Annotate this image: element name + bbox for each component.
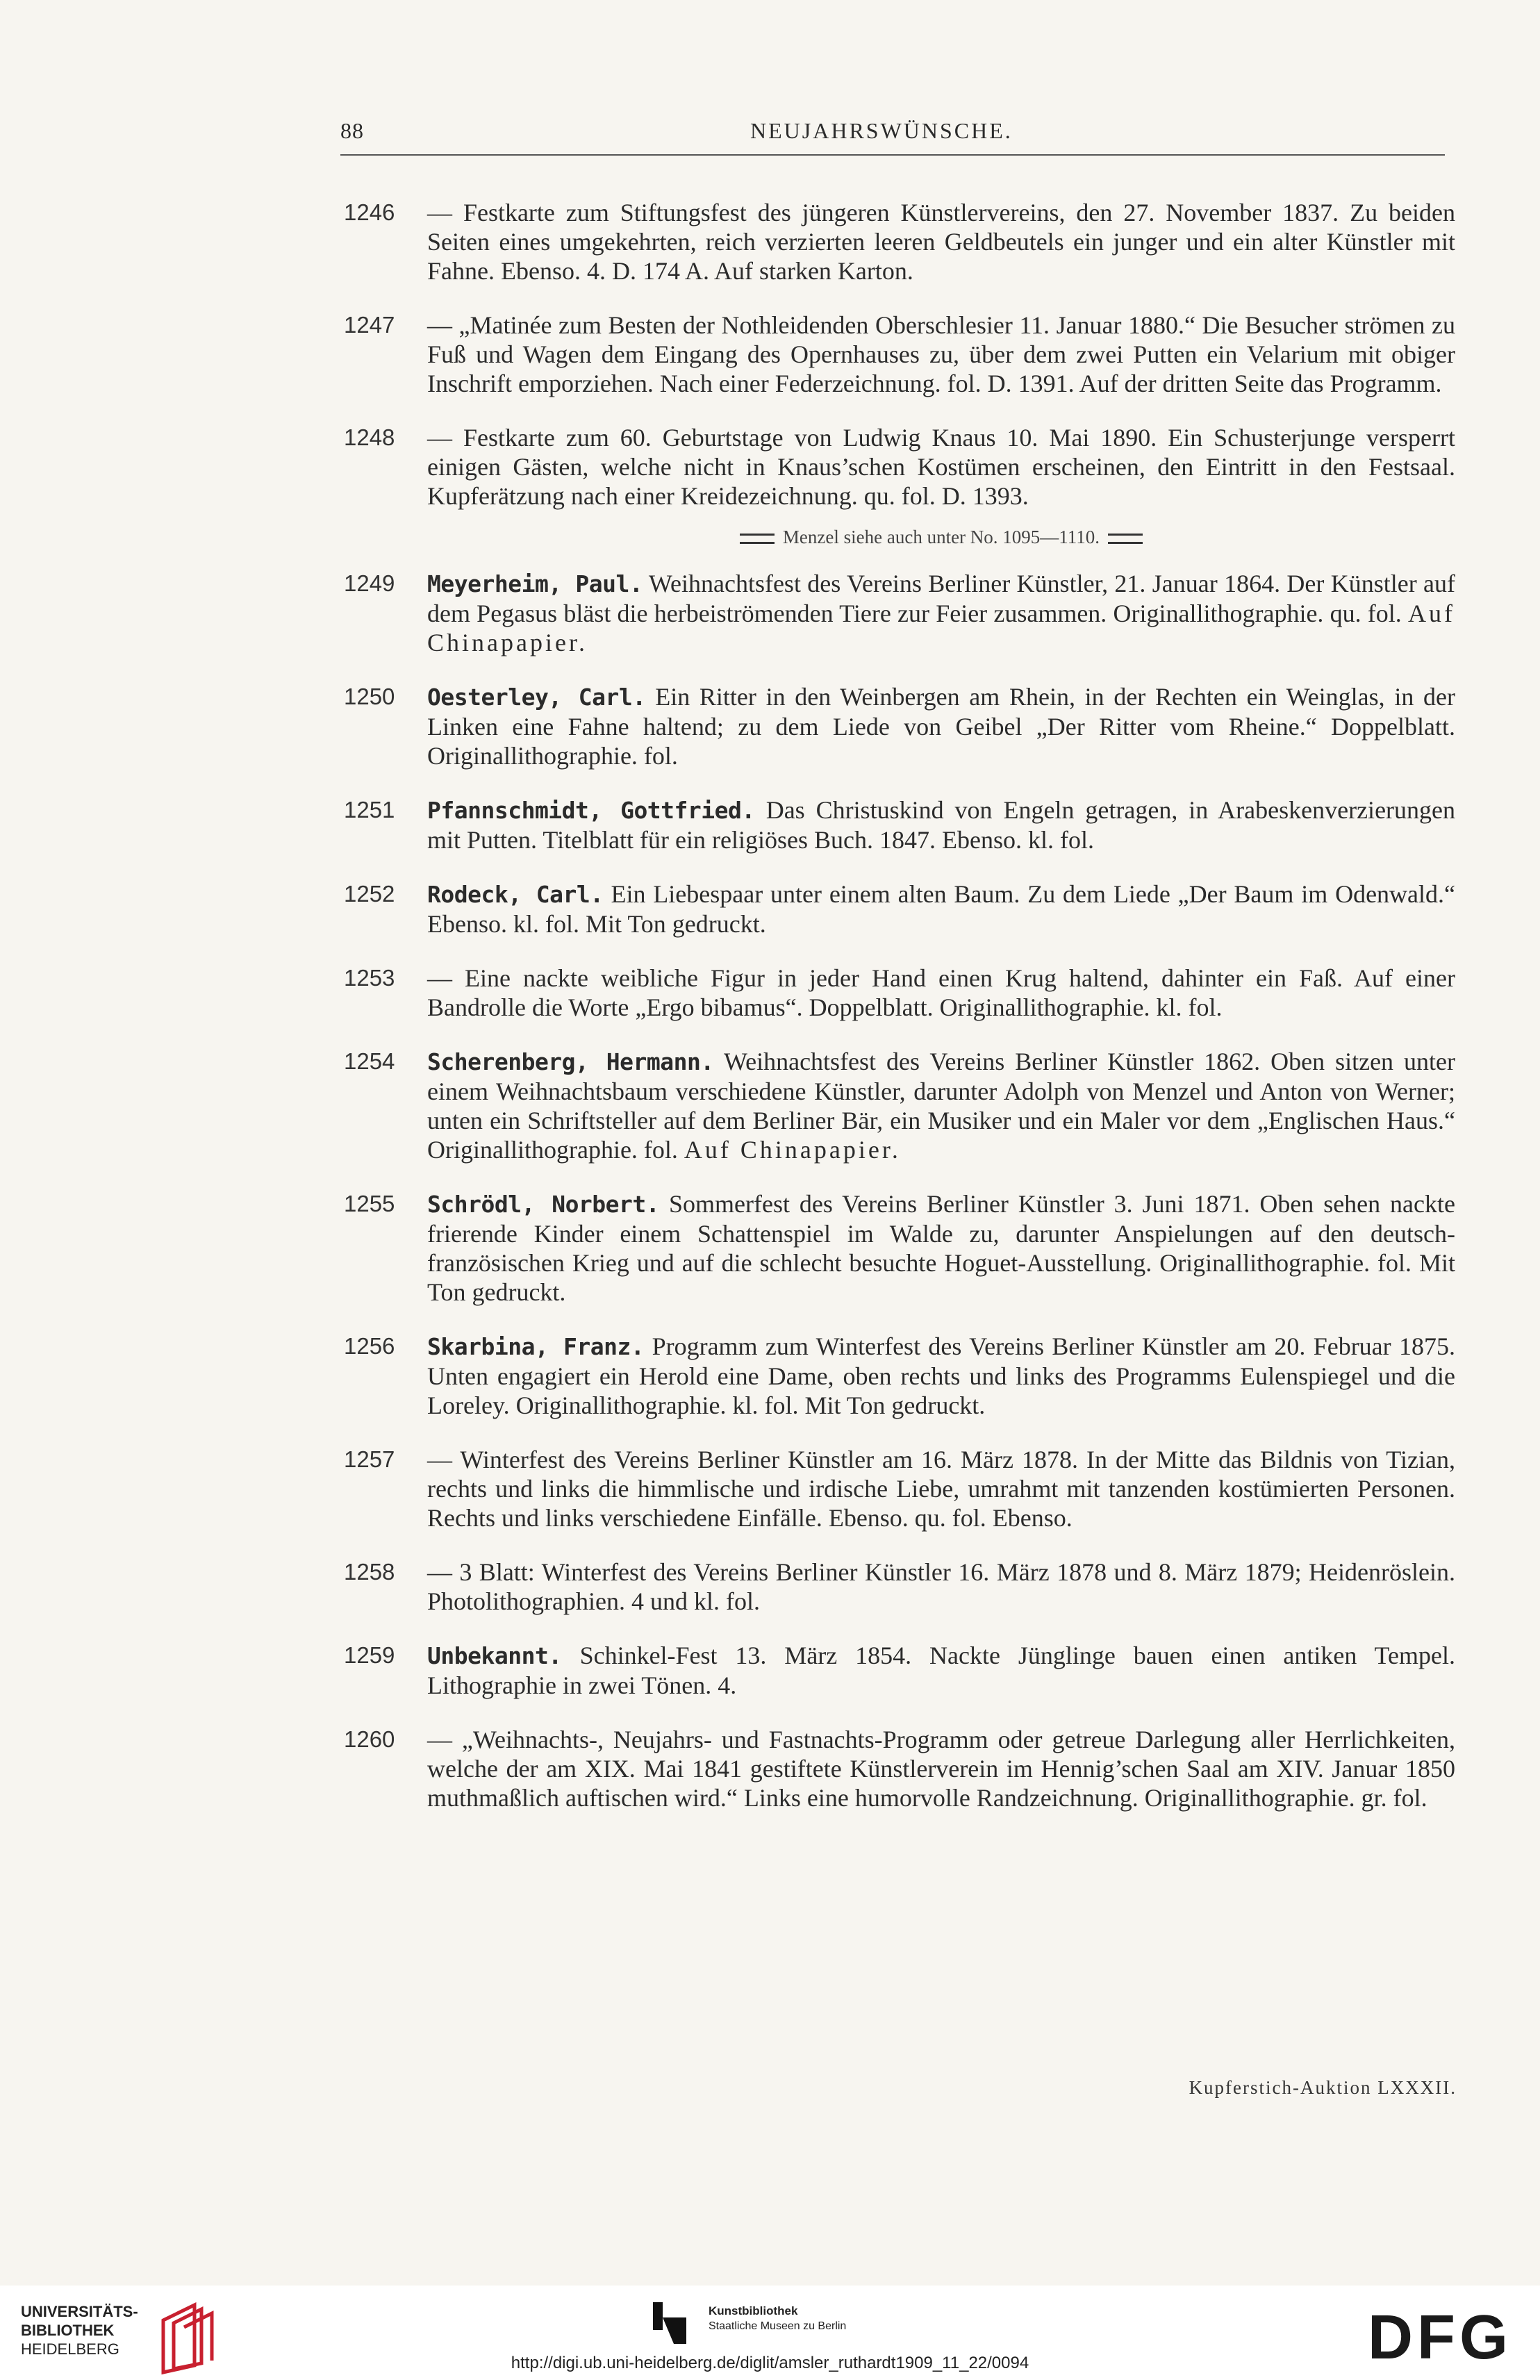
cross-reference-text: Menzel siehe auch unter No. 1095—1110. [782,527,1100,547]
ub-heidelberg-text [21,2302,138,2358]
artist-name: Oesterley, Carl. [427,684,646,711]
entry-number: 1253 [344,965,395,991]
entry-spaced-note: Auf Chinapapier. [427,600,1455,656]
entry-description: Weihnachtsfest des Vereins Berliner Künstler 1862. Oben sitzen unter einem Weihnachtsbaum verschiedene Künstler, darunter Adolph von Menzel und Anton von Werner; unten ein Schriftsteller auf dem Berliner Bär, ein Musiker und ein Maler vor dem „Englischen Haus.“ Originallithographie. fol. [427,1048,1455,1164]
catalog-entry [344,423,1455,511]
entry-description: — Eine nackte weibliche Figur in jeder Hand einen Krug haltend, dahinter ein Faß. Auf einer Bandrolle die Worte „Ergo bibamus“. Doppelblatt. Originallithographie. kl. fol. [427,964,1455,1021]
artist-name: Pfannschmidt, Gottfried. [427,797,755,824]
viewer-footer [0,2286,1540,2380]
entry-text: — „Matinée zum Besten der Nothleidenden Oberschlesier 11. Januar 1880.“ Die Besucher strömen zu Fuß und Wagen dem Eingang des Opernhauses zu, über dem zwei Putten ein Velarium mit obiger Inschrift emporziehen. Nach einer Federzeichnung. fol. D. 1391. Auf der dritten Seite das Programm. [427,311,1455,397]
entry-text [427,1047,1455,1164]
entry-text [427,1189,1455,1307]
entry-text [427,1332,1455,1420]
catalog-entry [344,1725,1455,1812]
artist-name: Unbekannt. [427,1642,562,1669]
kb-line-2: Staatliche Museen zu Berlin [709,2320,847,2332]
artist-name: Rodeck, Carl. [427,881,604,908]
page-header [340,118,1445,160]
entry-description: Sommerfest des Vereins Berliner Künstler 3. Juni 1871. Oben sehen nackte frierende Kinder einem Schattenspiel im Walde zu, darunter Anspielungen auf den deutsch-französischen Krieg und auf die schlecht besuchte Hoguet-Ausstellung. Originallithographie. fol. Mit Ton gedruckt. [427,1190,1455,1306]
entry-description: — „Weihnachts-, Neujahrs- und Fastnachts-Programm oder getreue Darlegung aller Herrlichkeiten, welche der am XIX. Mai 1841 gestiftete Künstlerverein im Hennig’schen Saal am XIV. Januar 1850 muthmaßlich auftischen wird.“ Links eine humorvolle Randzeichnung. Originallithographie. gr. fol. [427,1726,1455,1812]
catalog-entry [344,1332,1455,1420]
entry-text [427,964,1455,1022]
cross-reference [427,524,1455,549]
entry-spaced-note: Auf Chinapapier. [684,1136,901,1164]
page-title: NEUJAHRSWÜNSCHE. [750,118,1013,143]
catalog-entry [344,311,1455,398]
catalog-entry [344,1189,1455,1307]
entry-text: — Festkarte zum 60. Geburtstage von Ludwig Knaus 10. Mai 1890. Ein Schusterjunge versperrt einigen Gästen, welche nicht in Knaus’schen Kostümen erscheinen, den Eintritt in den Festsaal. Kupferätzung nach einer Kreidezeichnung. qu. fol. D. 1393. [427,424,1455,510]
entry-number: 1255 [344,1191,395,1216]
ub-line-2: BIBLIOTHEK [21,2322,115,2339]
entry-number: 1254 [344,1048,395,1074]
entry-number: 1258 [344,1559,395,1585]
kunstbibliothek-icon [653,2302,686,2344]
catalog-entry [344,964,1455,1022]
entry-description: Programm zum Winterfest des Vereins Berliner Künstler am 20. Februar 1875. Unten engagiert ein Herold eine Dame, oben rechts und links des Programms Eulenspiegel und die Loreley. Originallithographie. kl. fol. Mit Ton gedruckt. [427,1332,1455,1419]
kb-line-1: Kunstbibliothek [709,2304,798,2317]
artist-name: Schrödl, Norbert. [427,1191,660,1218]
artist-name: Skarbina, Franz. [427,1333,645,1360]
catalog-entry [344,1445,1455,1532]
entry-text [427,879,1455,939]
dfg-logo[interactable]: DFG [1368,2303,1512,2372]
catalog-entry [344,1641,1455,1700]
entry-text [427,1641,1455,1700]
entry-number: 1257 [344,1446,395,1472]
entry-number: 1252 [344,881,395,907]
entry-text: — Festkarte zum Stiftungsfest des jüngeren Künstlervereins, den 27. November 1837. Zu beiden Seiten eines umgekehrten, reich verzierten leeren Geldbeutels ein junger und ein alter Künstler mit Fahne. Ebenso. 4. D. 174 A. Auf starken Karton. [427,199,1455,285]
entry-number: 1260 [344,1726,395,1752]
catalog-entry [344,795,1455,854]
entry-description: — 3 Blatt: Winterfest des Vereins Berliner Künstler 16. März 1878 und 8. März 1879; Heidenröslein. Photolithographien. 4 und kl. fol. [427,1558,1455,1615]
entry-text [427,1445,1455,1532]
double-rule-icon [740,534,775,544]
entry-number: 1259 [344,1642,395,1668]
entry-text [427,569,1455,657]
entry-number: 1250 [344,684,395,709]
entry-description: — Winterfest des Vereins Berliner Künstler am 16. März 1878. In der Mitte das Bildnis von Tizian, rechts und links die himmlische und irdische Liebe, umrahmt mit tanzenden kostümierten Personen. Rechts und links verschiedene Einfälle. Ebenso. qu. fol. Ebenso. [427,1446,1455,1532]
entry-number: 1256 [344,1333,395,1359]
catalog-entry [344,1557,1455,1616]
kunstbibliothek-logo[interactable] [653,2299,875,2355]
entry-text [427,795,1455,854]
catalog-entry [344,1047,1455,1164]
page-number: 88 [340,118,364,143]
entry-number: 1251 [344,797,395,823]
entry-description: Weihnachtsfest des Vereins Berliner Künstler, 21. Januar 1864. Der Künstler auf dem Pegasus bläst die herbeiströmenden Tiere zur Feier zusammen. Originallithographie. qu. fol. [427,570,1455,627]
entry-text [427,1557,1455,1616]
entry-text [427,1725,1455,1812]
kunstbibliothek-text [709,2304,846,2334]
entry-number: 1248 [344,424,395,450]
entry-description: Das Christuskind von Engeln getragen, in Arabeskenverzierungen mit Putten. Titelblatt für ein religiöses Buch. 1847. Ebenso. kl. fol. [427,796,1456,854]
catalog-entry [344,682,1455,770]
catalog-entries [344,198,1455,1837]
entry-number: 1246 [344,199,395,225]
ub-line-3: HEIDELBERG [21,2340,119,2358]
catalog-entry [344,569,1455,657]
artist-name: Scherenberg, Hermann. [427,1048,714,1075]
catalog-entry [344,879,1455,939]
header-rule [340,154,1445,156]
ub-line-1: UNIVERSITÄTS- [21,2303,138,2320]
permalink-url[interactable]: http://digi.ub.uni-heidelberg.de/diglit/amsler_ruthardt1909_11_22/0094 [511,2354,1029,2372]
entry-description: Ein Ritter in den Weinbergen am Rhein, in der Rechten ein Weinglas, in der Linken eine Fahne haltend; zu dem Liede von Geibel „Der Ritter vom Rheine.“ Doppelblatt. Originallithographie. fol. [427,683,1455,770]
catalog-entry [344,198,1455,286]
entry-number: 1247 [344,312,395,338]
signature-line: Kupferstich-Auktion LXXXII. [1189,2077,1457,2098]
double-rule-icon [1108,534,1143,544]
entry-description: Ein Liebespaar unter einem alten Baum. Zu dem Liede „Der Baum im Odenwald.“ Ebenso. kl. fol. Mit Ton gedruckt. [427,880,1456,938]
artist-name: Meyerheim, Paul. [427,570,643,597]
entry-description: Schinkel-Fest 13. März 1854. Nackte Jünglinge bauen einen antiken Tempel. Lithographie in zwei Tönen. 4. [427,1642,1455,1699]
entry-number: 1249 [344,570,395,596]
entry-text [427,682,1455,770]
